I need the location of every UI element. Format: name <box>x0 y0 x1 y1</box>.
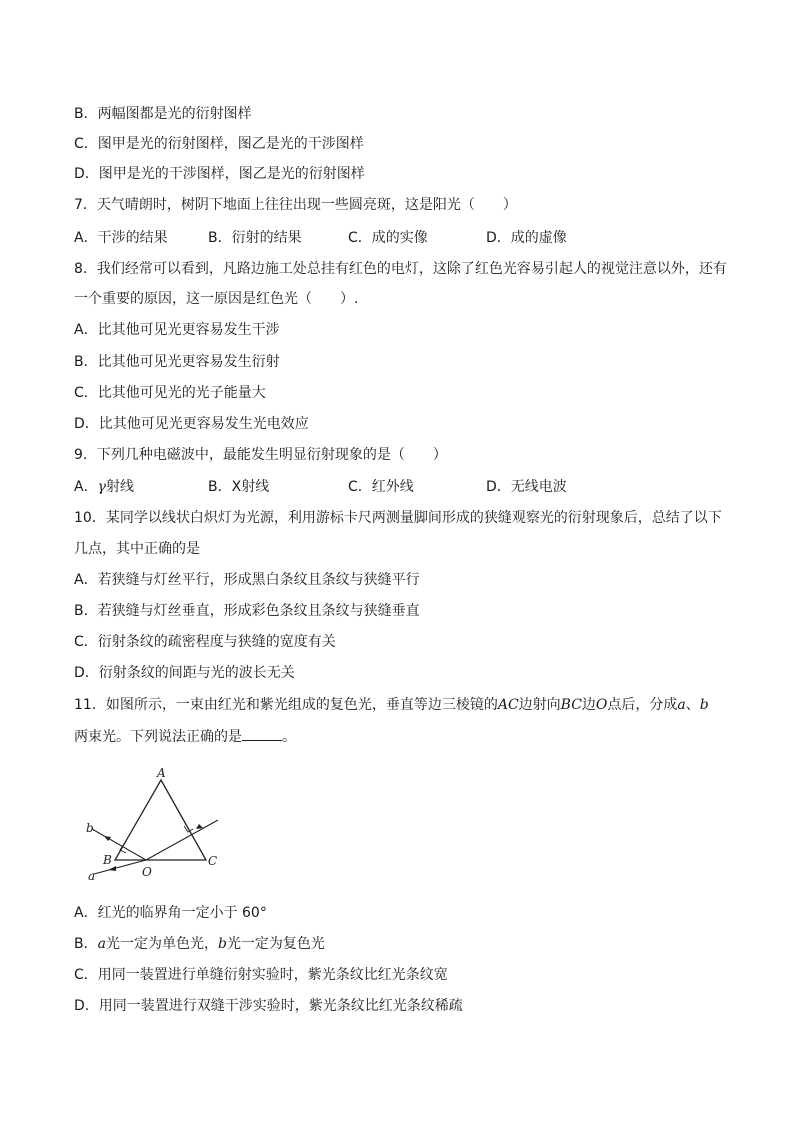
q11-stem-line2-text: 两束光。下列说法正确的是 <box>74 729 242 745</box>
q11-option-d: D．用同一装置进行双缝干涉实验时，紫光条纹比红光条纹稀疏 <box>74 998 463 1014</box>
q8-stem-line1: 8．我们经常可以看到，凡路边施工处总挂有红色的电灯，这除了红色光容易引起人的视觉注意以外，还有 <box>74 261 727 277</box>
label-b-vertex: B <box>103 853 112 867</box>
q11-stem-text-3: 边 <box>581 697 596 713</box>
prism-triangle <box>115 780 206 860</box>
q9-option-a <box>74 477 134 497</box>
answer-blank <box>242 726 282 741</box>
q11-stem-text-1: 11．如图所示，一束由红光和紫光组成的复色光，垂直等边三棱镜的 <box>74 697 498 713</box>
q6-option-b: B．两幅图都是光的衍射图样 <box>74 106 252 122</box>
q11-option-b-mid: 光一定为单色光， <box>105 936 218 952</box>
q11-stem-ac: AC <box>497 697 519 713</box>
prism-diagram <box>80 766 230 884</box>
q10-stem-line2: 几点，其中正确的是 <box>74 541 200 557</box>
q11-stem-a: a <box>677 697 686 713</box>
q9-option-a-prefix: A． <box>74 479 98 495</box>
q8-option-c: C．比其他可见光的光子能量大 <box>74 385 266 401</box>
q11-option-b-prefix: B． <box>74 936 98 952</box>
q11-option-b <box>74 934 325 954</box>
label-ray-a: a <box>88 869 96 883</box>
q10-option-a: A．若狭缝与灯丝平行，形成黑白条纹且条纹与狭缝平行 <box>74 572 420 588</box>
q7-option-b: B．衍射的结果 <box>208 230 302 246</box>
q9-option-b: B．X射线 <box>208 479 270 495</box>
label-o-point: O <box>142 865 152 879</box>
q11-option-c: C．用同一装置进行单缝衍射实验时，紫光条纹比红光条纹宽 <box>74 967 448 983</box>
q11-option-b-end: 光一定为复色光 <box>226 936 325 952</box>
q8-option-b: B．比其他可见光更容易发生衍射 <box>74 354 280 370</box>
incident-arrow <box>196 824 203 829</box>
label-c-vertex: C <box>208 854 218 868</box>
q11-stem-line2-end: 。 <box>282 729 296 745</box>
q11-option-b-a: a <box>97 936 106 952</box>
q11-stem-text-5: 、 <box>685 697 700 713</box>
q8-option-d: D．比其他可见光更容易发生光电效应 <box>74 416 309 432</box>
q9-gamma-symbol: γ <box>97 479 106 495</box>
q11-option-b-b: b <box>217 936 227 952</box>
q9-option-a-suffix: 射线 <box>105 479 134 495</box>
q10-stem-line1: 10．某同学以线状白炽灯为光源，利用游标卡尺两测量脚间形成的狭缝观察光的衍射现象后，总结了以下 <box>74 510 722 526</box>
q11-stem-bc: BC <box>560 697 582 713</box>
q7-option-d: D．成的虚像 <box>486 230 567 246</box>
q7-stem: 7．天气晴朗时，树阴下地面上往往出现一些圆亮斑，这是阳光（ ） <box>74 197 517 213</box>
q7-option-c: C．成的实像 <box>348 230 428 246</box>
q9-option-c: C．红外线 <box>348 479 414 495</box>
ray-b <box>92 829 146 860</box>
q10-option-c: C．衍射条纹的疏密程度与狭缝的宽度有关 <box>74 634 336 650</box>
q6-option-d: D．图甲是光的干涉图样，图乙是光的衍射图样 <box>74 166 365 182</box>
q7-option-a: A．干涉的结果 <box>74 230 168 246</box>
q8-option-a: A．比其他可见光更容易发生干涉 <box>74 322 280 338</box>
q10-option-b: B．若狭缝与灯丝垂直，形成彩色条纹且条纹与狭缝垂直 <box>74 603 420 619</box>
q11-stem-o: O <box>595 697 608 713</box>
q11-stem-text-2: 边射向 <box>518 697 561 713</box>
q10-option-d: D．衍射条纹的间距与光的波长无关 <box>74 665 295 681</box>
q8-stem-line2: 一个重要的原因，这一原因是红色光（ ）. <box>74 291 359 307</box>
label-a-vertex: A <box>157 766 166 780</box>
q11-option-a: A．红光的临界角一定小于 60° <box>74 905 267 921</box>
q11-stem-line1 <box>74 695 709 715</box>
q11-stem-text-4: 点后，分成 <box>607 697 678 713</box>
q6-option-c: C．图甲是光的衍射图样，图乙是光的干涉图样 <box>74 136 364 152</box>
q9-option-d: D．无线电波 <box>486 479 567 495</box>
ray-b-arrow <box>104 836 111 841</box>
q11-stem-b: b <box>699 697 709 713</box>
label-ray-b: b <box>86 821 94 835</box>
q9-stem: 9．下列几种电磁波中，最能发生明显衍射现象的是（ ） <box>74 447 447 463</box>
q11-stem-line2 <box>74 726 296 747</box>
ray-a <box>94 860 146 874</box>
